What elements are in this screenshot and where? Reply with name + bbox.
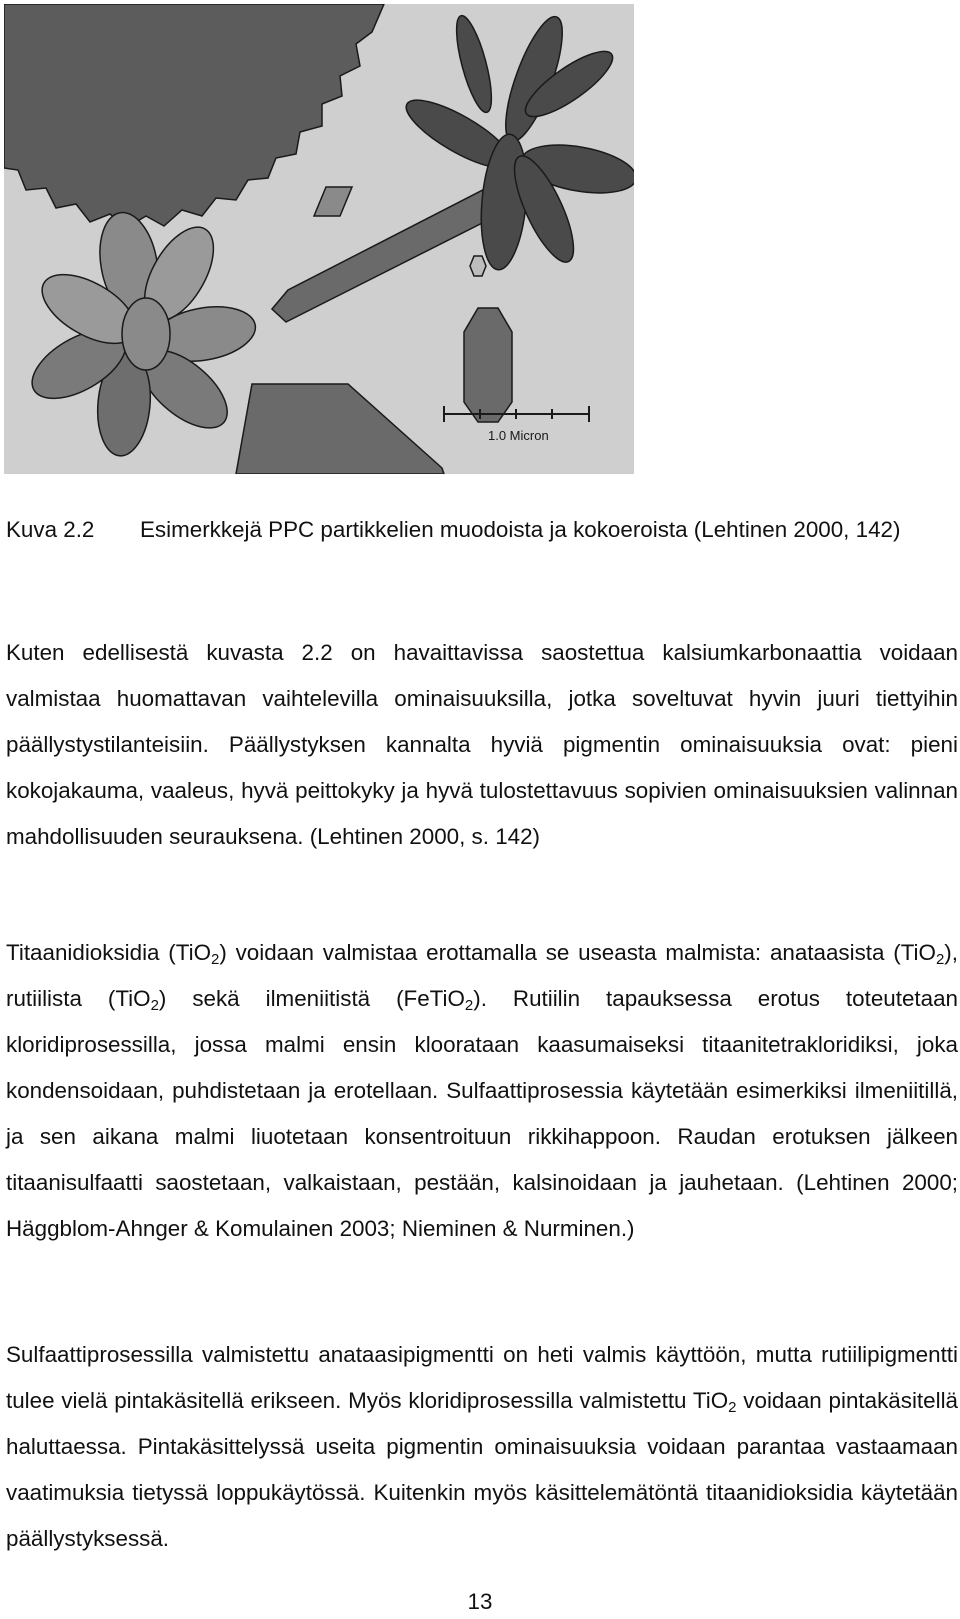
particle-figure (4, 4, 634, 474)
octagon-particle (464, 308, 512, 422)
page-number: 13 (467, 1589, 493, 1614)
paragraph (6, 630, 958, 860)
paragraph: Titaanidioksidia (TiO$_2$) voidaan valmistaa erottamalla se useasta malmista: anataasista (TiO$_2$), rutiilista (TiO$_2$) sekä ilmeniitistä (FeTiO$_2$). Rutiilin tapauksessa erotus toteutetaan kloridiprosessilla, jossa malmi ensin kloorataan kaasumaiseksi titaanitetrakloridiksi, joka kondensoidaan, puhdistetaan ja erotellaan. Sulfaattiprosessia käytetään esimerkiksi ilmeniitillä, ja sen aikana malmi liuotetaan konsentroituun rikkihappoon. Raudan erotuksen jälkeen titaanisulfaatti saostetaan, valkaistaan, pestään, kalsinoidaan ja jauhetaan. (Lehtinen 2000; Häggblom-Ahnger & Komulainen 2003; Nieminen & Nurminen.) (6, 940, 958, 1241)
figure-caption (6, 507, 958, 553)
caption-number: Kuva 2.2 (6, 517, 95, 542)
caption-text: Esimerkkejä PPC partikkelien muodoista ja kokoeroista (Lehtinen 2000, 142) (140, 517, 901, 542)
paragraph: Sulfaattiprosessilla valmistettu anataasipigmentti on heti valmis käyttöön, mutta rutiilipigmentti tulee vielä pintakäsitellä erikseen. Myös kloridiprosessilla valmistettu TiO$_2$ voidaan pintakäsitellä haluttaessa. Pintakäsittelyssä useita pigmentin ominaisuuksia voidaan parantaa vastaamaan vaatimuksia tietyssä loppukäytössä. Kuitenkin myös käsittelemätöntä titaanidioksidia käytetään päällystyksessä. (6, 1342, 958, 1551)
scale-label: 1.0 Micron (488, 428, 549, 443)
paragraph-text: Kuten edellisestä kuvasta 2.2 on havaittavissa saostettua kalsiumkarbonaattia voidaan valmistaa huomattavan vaihtelevilla ominaisuuksilla, jotka soveltuvat hyvin juuri tiettyihin päällystystilanteisiin. Päällystyksen kannalta hyviä pigmentin ominaisuuksia ovat: pieni kokojakauma, vaaleus, hyvä peittokyky ja hyvä tulostettavuus sopivien ominaisuuksien valinnan mahdollisuuden seurauksena. (Lehtinen 2000, s. 142) (6, 640, 958, 849)
hexagon-small-particle (470, 256, 486, 276)
particle-illustration (4, 4, 634, 474)
